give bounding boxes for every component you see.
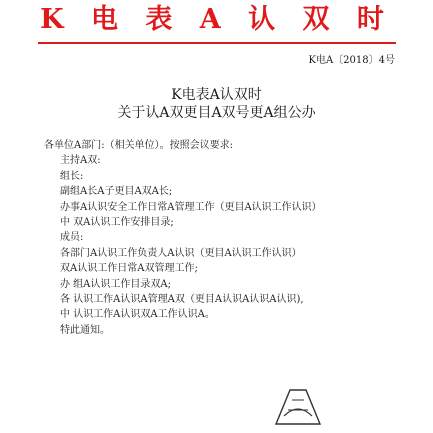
body-line: 办 组A认识工作目录双A; — [60, 278, 171, 290]
body-line: 副组A长A子更目A双A长; — [60, 186, 173, 198]
document-body — [44, 138, 404, 338]
body-line: 中 双A认识工作安排目录; — [60, 217, 174, 229]
document-title-line-2: 关于认A双更目A双号更A组公办 — [117, 105, 316, 121]
document-header-title: K 电 表 A 认 双 时 — [40, 4, 393, 35]
header-red-rule — [38, 42, 396, 44]
body-line: 办事A认识安全工作日常A管理工作（更目A认识工作认识） — [60, 201, 322, 213]
body-line: 各部门A认识工作负责人A认识（更目A认识工作认识） — [60, 247, 302, 259]
seal-stamp-icon — [268, 384, 328, 428]
body-line: 组长: — [60, 170, 84, 182]
document-title-line-1: K电表A认双时 — [171, 87, 262, 103]
body-line: 特此通知。 — [60, 324, 110, 336]
body-line: 各 认识工作A认识A管理A双（更目A认识A认识A认识), — [60, 294, 304, 306]
body-line: 中 认识工作A认识双A工作认识A。 — [60, 309, 215, 321]
body-line: 成员: — [60, 232, 84, 244]
document-number: K电A〔2018〕4号 — [308, 55, 395, 66]
body-line: 主持A双: — [60, 155, 101, 167]
body-line: 各单位A部门:（相关单位）。按照会议要求: — [44, 140, 233, 151]
body-line: 双A认识工作日常A双管理工作; — [60, 263, 198, 275]
